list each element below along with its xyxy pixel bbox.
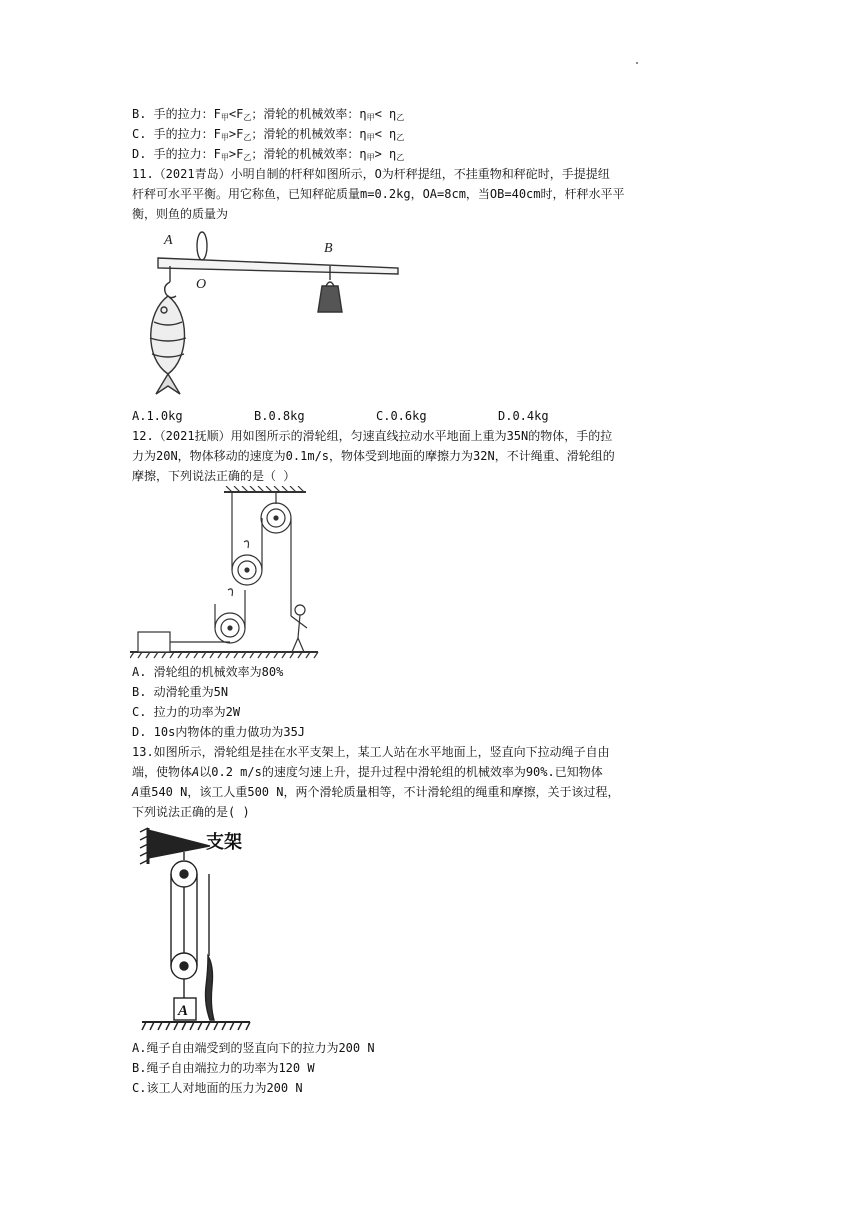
q13-option-a: A.绳子自由端受到的竖直向下的拉力为200 N bbox=[132, 1041, 375, 1055]
q13-stem-line4: 下列说法正确的是( ) bbox=[132, 805, 250, 819]
q10-option-b: B. 手的拉力：$F_甲<F_乙$；滑轮的机械效率：$\eta_甲< \eta_乙$ bbox=[132, 107, 405, 122]
q13-stem-line2: 端，使物体A以0.2 m/s的速度匀速上升，提升过程中滑轮组的机械效率为90%.已知物体 bbox=[132, 765, 603, 779]
q11-stem-line2: 杆秤可水平平衡。用它称鱼，已知秤砣质量m=0.2kg，OA=8cm，当OB=40cm时，杆秤水平平 bbox=[132, 187, 625, 201]
steelyard-label-b: B bbox=[324, 241, 333, 256]
q12-stem-line3: 摩擦，下列说法正确的是（ ） bbox=[132, 469, 296, 483]
block-label: A bbox=[178, 1003, 189, 1019]
q13-option-b: B.绳子自由端拉力的功率为120 W bbox=[132, 1061, 315, 1075]
q11-stem-line3: 衡，则鱼的质量为 bbox=[132, 207, 229, 221]
q11-option-c: C.0.6kg bbox=[376, 409, 427, 423]
bracket-pulley-figure bbox=[138, 826, 268, 1034]
q12-option-c: C. 拉力的功率为2W bbox=[132, 705, 241, 719]
q12-option-b: B. 动滑轮重为5N bbox=[132, 685, 229, 699]
steelyard-figure bbox=[140, 226, 402, 404]
q10-option-d: D. 手的拉力：$F_甲>F_乙$；滑轮的机械效率：$\eta_甲> \eta_乙$ bbox=[132, 147, 405, 162]
q10-option-c: C. 手的拉力：$F_甲>F_乙$；滑轮的机械效率：$\eta_甲< \eta_乙$ bbox=[132, 127, 405, 142]
q11-option-b: B.0.8kg bbox=[254, 409, 305, 423]
q11-stem-line1: 11.（2021青岛）小明自制的杆秤如图所示，O为杆秤提纽，不挂重物和秤砣时，手提提纽 bbox=[132, 167, 610, 181]
q13-option-c: C.该工人对地面的压力为200 N bbox=[132, 1081, 303, 1095]
q12-stem-line2: 力为20N，物体移动的速度为0.1m/s，物体受到地面的摩擦力为32N，不计绳重、滑轮组的 bbox=[132, 449, 615, 463]
steelyard-label-a: A bbox=[164, 233, 173, 248]
q13-stem-line3: A重540 N，该工人重500 N，两个滑轮质量相等，不计滑轮组的绳重和摩擦，关于该过程， bbox=[132, 785, 620, 799]
q12-option-a: A. 滑轮组的机械效率为80% bbox=[132, 665, 284, 679]
page-dot bbox=[636, 62, 638, 64]
q12-option-d: D. 10s内物体的重力做功为35J bbox=[132, 725, 306, 739]
q12-stem-line1: 12.（2021抚顺）用如图所示的滑轮组，匀速直线拉动水平地面上重为35N的物体，手的拉 bbox=[132, 429, 613, 443]
q13-stem-line1: 13.如图所示，滑轮组是挂在水平支架上，某工人站在水平地面上，竖直向下拉动绳子自由 bbox=[132, 745, 610, 759]
q11-options bbox=[132, 408, 549, 424]
pulley-system-figure bbox=[130, 486, 322, 660]
bracket-label: 支架 bbox=[206, 832, 242, 853]
q11-option-d: D.0.4kg bbox=[498, 409, 549, 423]
q11-option-a: A.1.0kg bbox=[132, 409, 183, 423]
steelyard-label-o: O bbox=[196, 277, 207, 292]
